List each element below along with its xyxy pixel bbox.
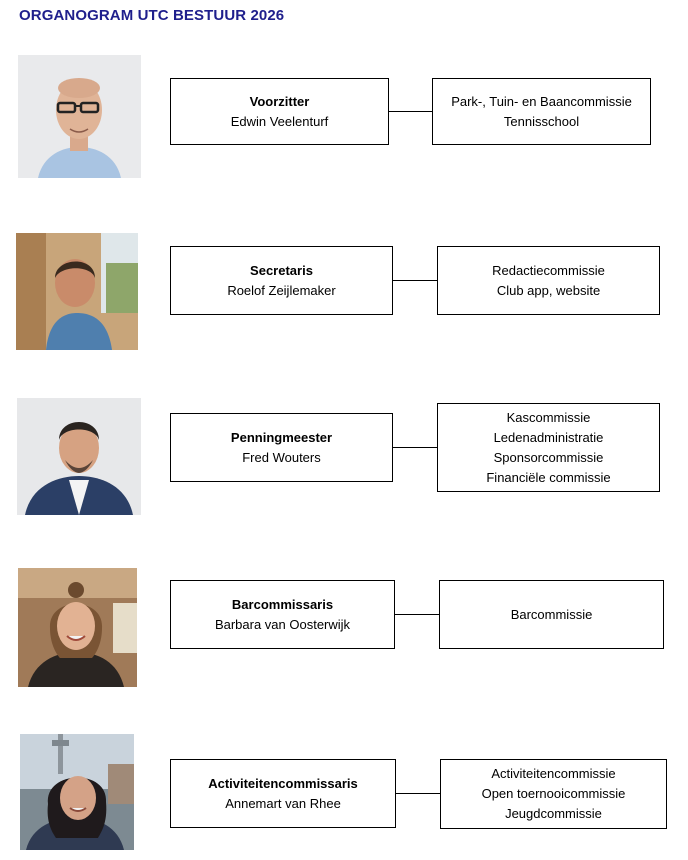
committee-item: Sponsorcommissie: [493, 449, 604, 465]
member-name: Barbara van Oosterwijk: [214, 616, 351, 632]
committee-item: Redactiecommissie: [492, 262, 605, 278]
committee-box-voorzitter: [432, 78, 651, 145]
portrait-photo-voorzitter: [18, 55, 141, 178]
connector-line: [393, 447, 437, 448]
page-title: ORGANOGRAM UTC BESTUUR 2026: [19, 7, 285, 24]
committee-box-activiteitencommissaris: [440, 759, 667, 829]
connector-line: [393, 280, 437, 281]
member-name: Edwin Veelenturf: [230, 113, 329, 129]
committee-box-secretaris: [437, 246, 660, 315]
role-box-barcommissaris: [170, 580, 395, 649]
committee-item: Kascommissie: [506, 409, 591, 425]
role-box-secretaris: [170, 246, 393, 315]
portrait-photo-secretaris: [16, 233, 138, 350]
role-title: Penningmeester: [230, 429, 333, 445]
role-title: Voorzitter: [249, 93, 310, 109]
role-box-voorzitter: [170, 78, 389, 145]
committee-item: Financiële commissie: [486, 469, 611, 485]
portrait-photo-activiteitencommissaris: [20, 734, 134, 850]
role-title: Activiteitencommissaris: [208, 775, 358, 791]
committee-item: Park-, Tuin- en Baancommissie: [451, 93, 632, 109]
connector-line: [395, 614, 439, 615]
member-name: Fred Wouters: [242, 449, 321, 465]
role-title: Secretaris: [250, 262, 313, 278]
committee-item: Club app, website: [496, 282, 601, 298]
role-title: Barcommissaris: [231, 596, 334, 612]
committee-item: Jeugdcommissie: [505, 806, 602, 821]
role-box-penningmeester: [170, 413, 393, 482]
role-box-activiteitencommissaris: [170, 759, 396, 828]
committee-box-penningmeester: [437, 403, 660, 492]
committee-item: Tennisschool: [503, 113, 580, 129]
connector-line: [396, 793, 440, 794]
committee-box-barcommissaris: [439, 580, 664, 649]
committee-item: Barcommissie: [510, 606, 593, 622]
committee-item: Activiteitencommissie: [491, 766, 616, 781]
portrait-photo-penningmeester: [17, 398, 141, 515]
member-name: Annemart van Rhee: [225, 795, 341, 811]
connector-line: [389, 111, 432, 112]
portrait-photo-barcommissaris: [18, 568, 137, 687]
member-name: Roelof Zeijlemaker: [227, 282, 336, 298]
committee-item: Ledenadministratie: [493, 429, 604, 445]
committee-item: Open toernooicommissie: [481, 786, 626, 801]
